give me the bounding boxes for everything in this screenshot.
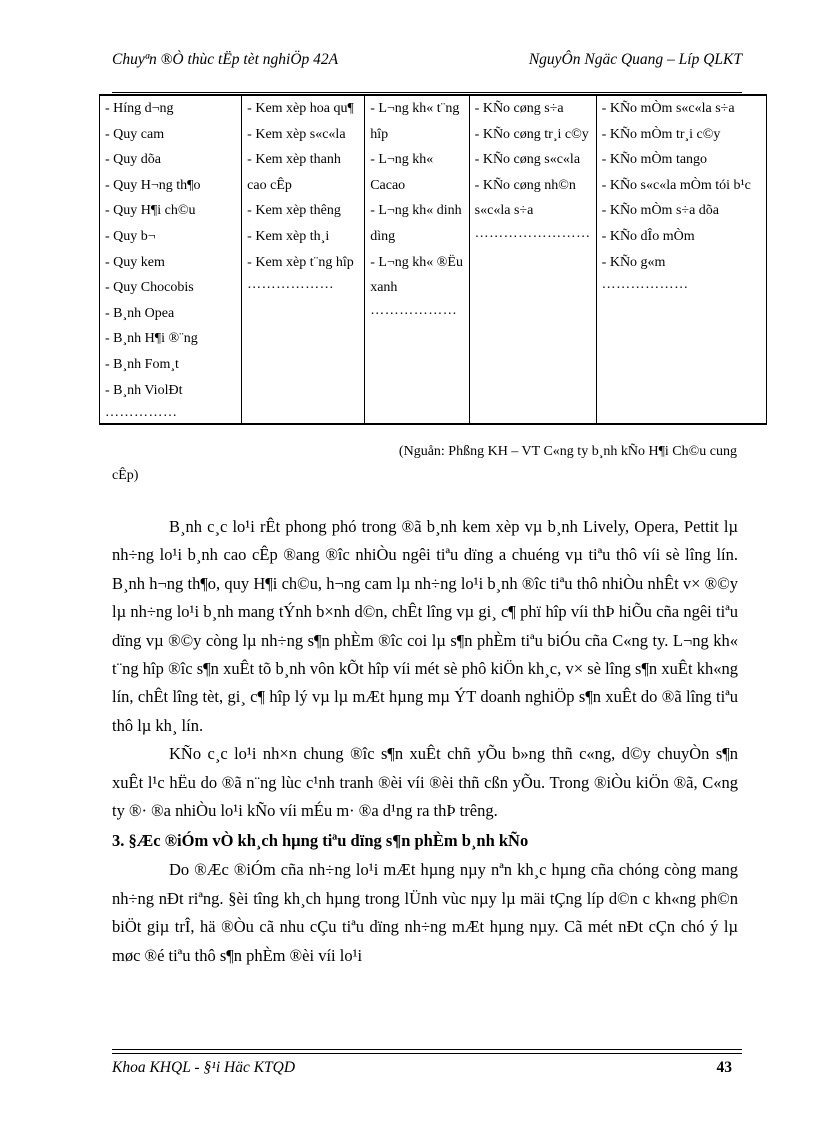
table-cell-dry-rations [365,95,469,424]
list-item: - KÑo cøng s÷a [474,101,564,116]
list-item: - Quy H¬ng th¶o [105,177,201,193]
list-item: - Quy b¬ [105,228,156,244]
product-table [99,94,767,425]
table-cell-hard-candy [469,95,596,424]
list-item: - KÑo s«c«la mÒm tói b¹c [601,177,751,193]
list-item: - B¸nh H¶i ®¨ng [105,331,198,347]
paragraph-candy: KÑo c¸c lo¹i nh×n chung ®îc s¶n xuÊt chñ yÕu b»ng thñ c«ng, d©y chuyÒn s¶n xuÊt l¹c hËu do ®ã n¨ng lùc c¹nh tranh ®èi víi ®èi thñ cßn yÕu. Trong ®iÒu kiÖn ®ã, C«ng ty ®· ®a nhiÒu lo¹i kÑo víi mÉu m· ®a d¹ng ra thÞ trêng. [112,744,738,821]
table-cell-wafers [242,95,365,424]
paragraph-biscuits: B¸nh c¸c lo¹i rÊt phong phó trong ®ã b¸nh kem xèp vµ b¸nh Lively, Opera, Pettit lµ nh÷ng lo¹i b¸nh cao cÊp ®ang ®îc nhiÒu ngêi tiªu dïng a chuéng vµ tiªu thô víi sè lîng lín. B¸nh h¬ng th¶o, quy H¶i ch©u, h¬ng cam lµ nh÷ng lo¹i b¸nh ®îc tiªu thô nhiÒu nhÊt v× ®©y lµ nh÷ng lo¹i b¸nh mang tÝnh b×nh d©n, chÊt lîng vµ gi¸ c¶ phï hîp víi thÞ hiÕu cña ngêi tiªu dïng vµ ®©y còng lµ nh÷ng s¶n phÈm ®îc coi lµ s¶n phÈm tiªu biÓu cña C«ng ty. L¬ng kh« t¨ng hîp ®îc s¶n xuÊt tõ b¸nh vôn kÕt hîp víi mét sè phô kiÖn kh¸c, v× sè lîng s¶n xuÊt kh«ng lín, chÊt lîng tèt, gi¸ c¶ hîp lý vµ lµ mÆt hµng mµ ÝT doanh nghiÖp s¶n xuÊt do ®ã lîng tiªu thô lµ kh¸ lín. [112,517,738,735]
list-item: - KÑo mÒm s÷a dõa [601,203,720,219]
list-item: - L¬ng kh« Cacao [370,152,434,193]
list-item: - B¸nh Fom¸t [105,356,179,372]
list-item: - Kem xèp thêng [247,203,341,219]
list-item: - KÑo cøng nh©n s«c«la s÷a [474,177,576,219]
header-left-text: Chuyªn ®Ò thùc tËp tèt nghiÖp 42A [112,51,339,68]
list-item: - KÑo cøng tr¸i c©y [474,126,589,142]
list-item-ellipsis: ……………… [247,277,335,293]
list-item: - Quy Chocobis [105,280,194,296]
list-item: - KÑo g«m [601,254,666,270]
body-text [112,513,738,970]
source-line-2: cÊp) [112,468,139,483]
list-item: - L¬ng kh« t¨ng hîp [370,101,460,142]
list-item: - Quy H¶i ch©u [105,203,196,219]
list-item: - KÑo mÒm s«c«la s÷a [601,101,735,116]
list-item: - Kem xèp hoa qu¶ [247,101,354,116]
footer-rule-bottom [112,1053,742,1054]
list-item: - Kem xèp s«c«la [247,126,346,142]
list-item: - Kem xèp t¨ng hîp [247,254,354,270]
table-cell-biscuits [100,95,242,424]
list-item: - Kem xèp thanh cao cÊp [247,152,341,193]
footer-rule-top [112,1049,742,1050]
page-footer [112,1059,742,1081]
list-item: - B¸nh Opea [105,305,175,321]
paragraph-customers: Do ®Æc ®iÓm cña nh÷ng lo¹i mÆt hµng nµy nªn kh¸c hµng cña chóng còng mang nh÷ng nÐt riªng. §èi tîng kh¸ch hµng trong lÜnh vùc nµy lµ mäi tÇng líp d©n c kh«ng ph©n biÖt giµ trÎ, hä ®Òu cã nhu cÇu tiªu dïng nh÷ng mÆt hµng nµy. Cã mét nÐt cÇn chó ý lµ møc ®é tiªu thô s¶n phÈm ®èi víi lo¹i [112,860,738,965]
page-header [112,50,742,94]
table-cell-soft-candy [596,95,766,424]
list-item: - KÑo dÎo mÒm [601,228,695,244]
list-item: - Kem xèp th¸i [247,228,330,244]
list-item: - Híng d¬ng [105,101,174,116]
table-source-note [112,440,737,488]
list-item: - L¬ng kh« ®Ëu xanh [370,254,463,296]
list-item-ellipsis: ……………… [370,302,458,318]
list-item: - KÑo mÒm tr¸i c©y [601,126,721,142]
list-item-ellipsis: ……………… [601,277,689,293]
page-number: 43 [716,1059,732,1076]
header-right-text: NguyÔn Ngäc Quang – Líp QLKT [528,51,742,68]
list-item: - Quy kem [105,254,165,270]
section-heading: 3. §Æc ®iÓm vÒ kh¸ch hµng tiªu dïng s¶n phÈm b¸nh kÑo [112,831,529,851]
list-item: - KÑo mÒm tango [601,152,708,168]
source-line-1: (Nguån: Phßng KH – VT C«ng ty b¸nh kÑo H¶i Ch©u cung [398,444,737,459]
list-item: - KÑo cøng s«c«la [474,152,581,168]
list-item: - L¬ng kh« dinh dìng [370,203,462,244]
list-item: - Quy dõa [105,152,161,168]
list-item: - B¸nh ViolÐt [105,382,183,398]
footer-left-text: Khoa KHQL - §¹i Häc KTQD [112,1059,296,1076]
list-item-ellipsis: …………… [105,405,178,421]
list-item: - Quy cam [105,126,165,142]
header-rule [112,92,742,93]
table-row [100,95,767,424]
list-item-ellipsis: …………………… [474,225,591,241]
